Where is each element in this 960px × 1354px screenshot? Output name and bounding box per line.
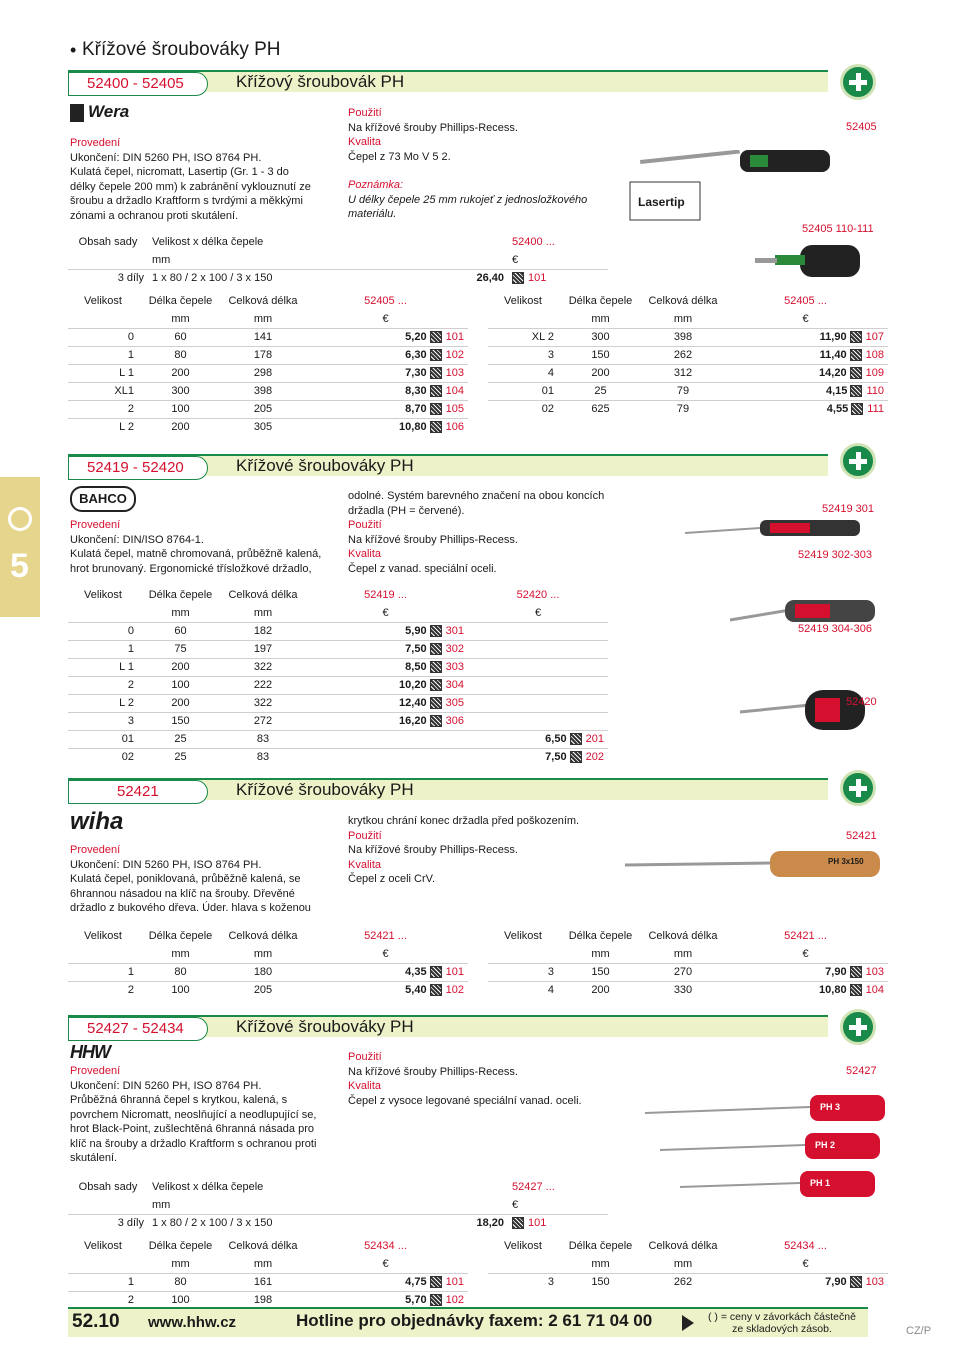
qr-icon xyxy=(850,385,862,397)
qr-icon xyxy=(850,984,862,996)
price-table: Velikost Délka čepele Celková délka 52405 ... mm mm € 0 60 141 5,20 101 1 80 178 6,30 102 L 1 200 298 7,30 103 XL1 300 398 8,30 104 2 100 205 8,70 105 L 2 200 305 10,80 106 xyxy=(68,292,468,436)
image-label: 52420 xyxy=(846,696,877,708)
section-title: Křížový šroubovák PH xyxy=(236,72,405,91)
qr-icon xyxy=(430,331,442,343)
qr-icon xyxy=(430,661,442,673)
handle-label: PH 2 xyxy=(815,1140,836,1150)
footer-note: ( ) = ceny v závorkách částečně ze skladových zásob. xyxy=(708,1311,856,1335)
qr-icon xyxy=(430,715,442,727)
section-title: Křížové šroubováky PH xyxy=(236,456,414,475)
qr-icon xyxy=(430,697,442,709)
image-label: 52405 110-111 xyxy=(802,223,874,235)
qr-icon xyxy=(430,625,442,637)
price-table: Velikost Délka čepele Celková délka 52419 ... 52420 ... mm mm € € 0 60 182 5,90 301 1 75 197 7,50 302 L 1 200 322 8,50 303 2 100 222 10,20 304 L 2 200 322 12,40 305 3 150 272 16,20 306 01 25 83 6,50 201 02 25 83 7,50 202 xyxy=(68,586,608,766)
image-label: 52405 xyxy=(846,121,877,133)
section-desc-right: krytkou chrání konec držadla před poškozením. Použití Na křížové šrouby Phillips-Recess. Kvalita Čepel z oceli CrV. xyxy=(348,815,580,885)
wrench-icon xyxy=(8,507,32,531)
section-desc-left: Provedení Ukončení: DIN 5260 PH, ISO 8764 PH. Kulatá čepel, nicromatt, Lasertip (Gr. 1 - 3 do délky čepele 200 mm) k zabránění vyklouznutí ze šroubu a držadlo Kraftform s tvrdými a měkkými zónami a ochranou proti skutálení. xyxy=(70,137,311,222)
qr-icon xyxy=(570,733,582,745)
set-table: Obsah sady Velikost x délka čepele 52427 ... mm € 3 díly 1 x 80 / 2 x 100 / 3 x 150 18,20 101 xyxy=(68,1178,608,1232)
section-code: 52421 xyxy=(68,780,208,804)
qr-icon xyxy=(430,1294,442,1306)
section-desc-right: odolné. Systém barevného značení na obou koncích držadla (PH = červené). Použití Na křížové šrouby Phillips-Recess. Kvalita Čepel z vanad. speciální oceli. xyxy=(348,490,605,575)
qr-icon xyxy=(850,349,862,361)
qr-icon xyxy=(850,331,862,343)
image-label: 52427 xyxy=(846,1065,877,1077)
qr-icon xyxy=(430,643,442,655)
section-code: 52419 - 52420 xyxy=(68,456,208,480)
section-desc-left: Provedení Ukončení: DIN 5260 PH, ISO 8764 PH. Průběžná 6hranná čepel s krytkou, kalená, s povrchem Nicromatt, neoslňující a neodlupující se, hrot Black-Point, zušlechtěná 6hranná násada pro klíč na šrouby a držadlo Kraftform s ochranou proti skutálení. xyxy=(70,1065,317,1164)
image-label: 52421 xyxy=(846,830,877,842)
price-table: Velikost Délka čepele Celková délka 52434 ... mm mm € 3 150 262 7,90 103 xyxy=(488,1237,888,1291)
qr-icon xyxy=(430,984,442,996)
brand-logo-wera: Wera xyxy=(70,102,129,122)
qr-icon xyxy=(850,1276,862,1288)
section-code: 52427 - 52434 xyxy=(68,1017,208,1041)
section-code: 52400 - 52405 xyxy=(68,72,208,96)
add-icon[interactable] xyxy=(840,770,876,806)
brand-logo-hhw: HHW xyxy=(70,1042,110,1062)
product-image-screwdriver-set xyxy=(640,1095,890,1218)
qr-icon xyxy=(430,349,442,361)
qr-icon xyxy=(430,1276,442,1288)
qr-icon xyxy=(430,403,442,415)
section-desc-left: Provedení Ukončení: DIN 5260 PH, ISO 8764 PH. Kulatá čepel, poniklovaná, průběžně kalená, se 6hrannou násadou na klíč na šrouby. Dřevěné držadlo z bukového dřeva. Úder. hlava s koženou xyxy=(70,844,311,914)
hotline-text: Hotline pro objednávky faxem: 2 61 71 04 00 xyxy=(296,1311,653,1330)
price-table: Velikost Délka čepele Celková délka 52434 ... mm mm € 1 80 161 4,75 101 2 100 198 5,70 102 xyxy=(68,1237,468,1309)
handle-label: PH 1 xyxy=(810,1178,831,1188)
side-tab xyxy=(0,477,40,617)
price-table: Velikost Délka čepele Celková délka 52421 ... mm mm € 1 80 180 4,35 101 2 100 205 5,40 102 xyxy=(68,927,468,999)
qr-icon xyxy=(430,679,442,691)
page-title: Křížové šroubováky PH xyxy=(82,39,281,60)
add-icon[interactable] xyxy=(840,64,876,100)
section-title: Křížové šroubováky PH xyxy=(236,1017,414,1036)
page-title-bullet: • xyxy=(70,40,77,60)
handle-label: PH 3 xyxy=(820,1102,841,1112)
qr-icon xyxy=(512,1217,524,1229)
section-desc-left: Provedení Ukončení: DIN/ISO 8764-1. Kulatá čepel, matně chromovaná, průběžně kalená, hrot brunovaný. Ergonomické třísložkové držadlo, xyxy=(70,519,322,575)
add-icon[interactable] xyxy=(840,1009,876,1045)
set-table: Obsah sady Velikost x délka čepele 52400 ... mm € 3 díly 1 x 80 / 2 x 100 / 3 x 150 26,40 101 xyxy=(68,233,608,287)
add-icon[interactable] xyxy=(840,443,876,479)
handle-label: PH 3x150 xyxy=(828,857,864,866)
image-label: 52419 302-303 xyxy=(798,549,873,561)
image-label: 52419 304-306 xyxy=(798,623,873,635)
language-code: CZ/P xyxy=(906,1325,932,1337)
image-label: 52419 301 xyxy=(822,503,874,515)
qr-icon xyxy=(430,367,442,379)
qr-icon xyxy=(850,966,862,978)
price-table: Velikost Délka čepele Celková délka 52421 ... mm mm € 3 150 270 7,90 103 4 200 330 10,80 104 xyxy=(488,927,888,999)
section-desc-right: Použití Na křížové šrouby Phillips-Recess. Kvalita Čepel z vysoce legované speciální vanad. oceli. xyxy=(348,1051,582,1107)
qr-icon xyxy=(512,272,524,284)
product-image-screwdriver xyxy=(620,845,890,888)
brand-logo-bahco: BAHCO xyxy=(70,486,136,512)
section-title: Křížové šroubováky PH xyxy=(236,780,414,799)
arrow-right-icon xyxy=(682,1315,694,1331)
qr-icon xyxy=(851,403,863,415)
qr-icon xyxy=(850,367,862,379)
side-tab-number: 5 xyxy=(10,547,29,585)
qr-icon xyxy=(570,751,582,763)
price-table: Velikost Délka čepele Celková délka 52405 ... mm mm € XL 2 300 398 11,90 107 3 150 262 11,40 108 4 200 312 14,20 109 01 25 79 4,15 110 02 625 79 4,55 111 xyxy=(488,292,888,418)
page-number: 52.10 xyxy=(72,1311,120,1332)
lasertip-label: Lasertip xyxy=(638,195,685,209)
qr-icon xyxy=(430,421,442,433)
qr-icon xyxy=(430,966,442,978)
product-image-screwdriver xyxy=(600,150,880,293)
section-desc-right: Použití Na křížové šrouby Phillips-Recess. Kvalita Čepel z 73 Mo V 5 2. Poznámka: U délky čepele 25 mm rukojeť z jednosložkového materiálu. xyxy=(348,107,588,220)
website-link[interactable]: www.hhw.cz xyxy=(148,1314,237,1331)
brand-logo-wiha: wiha xyxy=(70,808,124,835)
qr-icon xyxy=(430,385,442,397)
